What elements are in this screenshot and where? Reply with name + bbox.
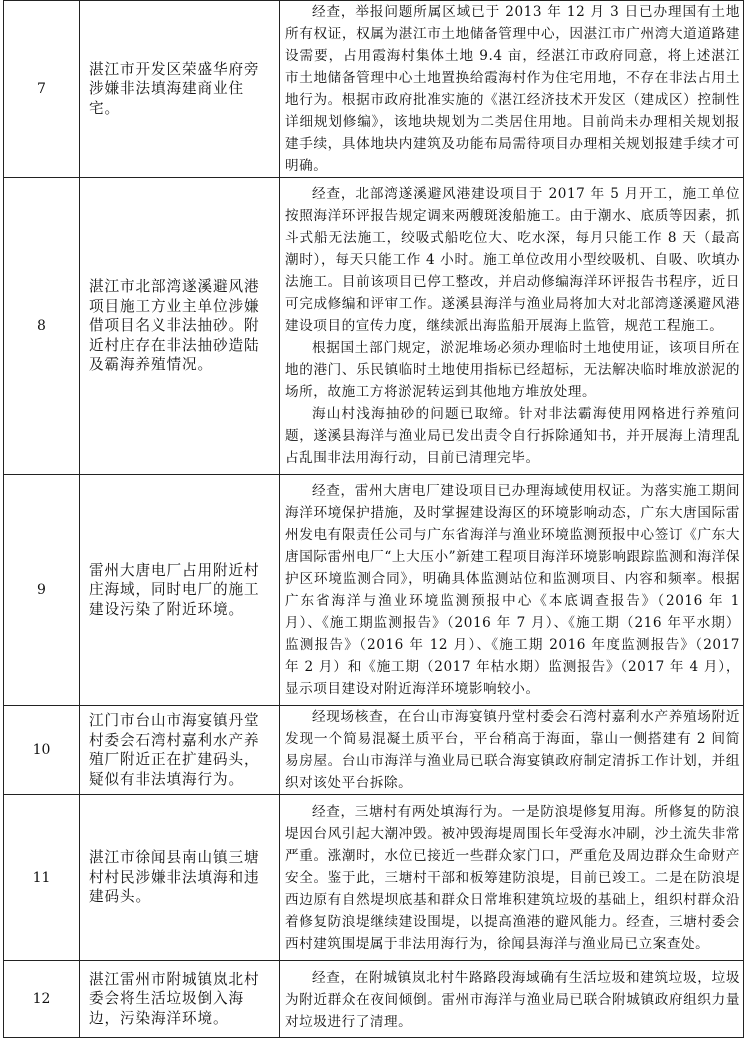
complaint-table [3, 0, 744, 1038]
row-number: 8 [4, 178, 80, 475]
table-row [4, 795, 744, 961]
investigation-result [280, 961, 744, 1038]
issue-description: 湛江雷州市附城镇岚北村委会将生活垃圾倒入海边，污染海洋环境。 [80, 961, 280, 1038]
row-number: 11 [4, 795, 80, 961]
row-number: 10 [4, 706, 80, 795]
result-paragraph: 经查，北部湾遂溪避风港建设项目于 2017 年 5 月开工，施工单位按照海洋环评报告规定调来两艘斑浚船施工。由于潮水、底质等因素，抓斗式船无法施工，绞吸式船吃位大、吃水深，每月只能工作 8 天（最高潮时），每天只能工作 4 小时。施工单位改用小型绞吸机、自吸、吹填办法施工。目前该项目已停工整改，并启动修编海洋环评报告书程序，近日可完成修编和评审工作。遂溪县海洋与渔业局将加大对北部湾遂溪避风港建设项目的宣传力度，继续派出海监船开展海上监管，规范工程施工。 [285, 186, 740, 334]
row-number: 12 [4, 961, 80, 1038]
table-row [4, 961, 744, 1038]
result-paragraph: 经查，雷州大唐电厂建设项目已办理海域使用权证。为落实施工期间海洋环境保护措施，及时掌握建设海区的环境影响动态，广东大唐国际雷州发电有限责任公司与广东省海洋与渔业环境监测预报中心签订《广东大唐国际雷州电厂“上大压小”新建工程项目海洋环境影响跟踪监测和海洋保护区环境监测合同》，明确具体监测站位和监测项目、内容和频率。根据广东省海洋与渔业环境监测预报中心《本底调查报告》（2016 年 1 月）、《施工期监测报告》（2016 年 7 月）、《施工期（216 年平水期）监测报告》（2016 年 12 月）、《施工期 2016 年度监测报告》（2017 年 2 月）和《施工期（2017 年枯水期）监测报告》（2017 年 4 月），显示项目建设对附近海洋环境影响较小。 [285, 483, 740, 697]
result-paragraph: 海山村浅海抽砂的问题已取缔。针对非法霸海使用网格进行养殖问题，遂溪县海洋与渔业局已发出责令自行拆除通知书，并开展海上清理乱占乱围非法用海行动，目前已清理完毕。 [285, 406, 740, 466]
issue-description: 江门市台山市海宴镇丹堂村委会石湾村嘉利水产养殖厂附近正在扩建码头，疑似有非法填海行为。 [80, 706, 280, 795]
issue-description: 湛江市北部湾遂溪避风港项目施工方业主单位涉嫌借项目名义非法抽砂。附近村庄存在非法抽砂造陆及霸海养殖情况。 [80, 178, 280, 475]
result-paragraph: 经查，举报问题所属区域已于 2013 年 12 月 3 日已办理国有土地所有权证，权属为湛江市土地储备管理中心，因湛江市广州湾大道道路建设需要，占用霞海村集体土地 9.4 亩，经湛江市政府同意，将上述湛江市土地储备管理中心土地置换给霞海村作为住宅用地，不存在非法占用土地行为。根据市政府批准实施的《湛江经济技术开发区（建成区）控制性详细规划修编》，该地块规划为二类居住用地。目前尚未办理相关规划报建手续，具体地块内建筑及功能布局需待项目办理相关规划报建手续才可明确。 [285, 4, 740, 174]
investigation-result [280, 178, 744, 475]
table-row [4, 1, 744, 178]
table-row [4, 475, 744, 706]
row-number: 9 [4, 475, 80, 706]
result-paragraph: 根据国土部门规定，淤泥堆场必须办理临时土地使用证，该项目所在地的港门、乐民镇临时土地使用指标已经超标，无法解决临时堆放淤泥的场所，故施工方将淤泥转运到其他地方堆放处理。 [285, 340, 740, 400]
investigation-result [280, 475, 744, 706]
row-number: 7 [4, 1, 80, 178]
investigation-result [280, 706, 744, 795]
issue-description: 雷州大唐电厂占用附近村庄海域，同时电厂的施工建设污染了附近环境。 [80, 475, 280, 706]
table-row [4, 178, 744, 475]
result-paragraph: 经查，在附城镇岚北村牛路路段海域确有生活垃圾和建筑垃圾，垃圾为附近群众在夜间倾倒。雷州市海洋与渔业局已联合附城镇政府组织力量对垃圾进行了清理。 [285, 970, 740, 1030]
investigation-result [280, 1, 744, 178]
table-row [4, 706, 744, 795]
result-paragraph: 经查，三塘村有两处填海行为。一是防浪堤修复用海。所修复的防浪堤因台风引起大潮冲毁。被冲毁海堤周围长年受海水冲刷，沙土流失非常严重。涨潮时，水位已接近一些群众家门口，严重危及周边群众生命财产安全。鉴于此，三塘村干部和板筹建防浪堤，目前已竣工。二是在防浪堤西边原有自然堤坝底基和群众日常堆积建筑垃圾的基础上，组织村群众沿着修复防浪堤继续建设围堤，以提高渔港的避风能力。经查，三塘村委会西村建筑围堤属于非法用海行为，徐闻县海洋与渔业局已立案查处。 [285, 803, 740, 952]
result-paragraph: 经现场核查，在台山市海宴镇丹堂村委会石湾村嘉利水产养殖场附近发现一个简易混凝土质平台，平台稍高于海面，靠山一侧搭建有 2 间简易房屋。台山市海洋与渔业局已联合海宴镇政府制定清拆工作计划，并组织对该处平台拆除。 [285, 709, 740, 791]
issue-description: 湛江市开发区荣盛华府旁涉嫌非法填海建商业住宅。 [80, 1, 280, 178]
issue-description: 湛江市徐闻县南山镇三塘村村民涉嫌非法填海和违建码头。 [80, 795, 280, 961]
investigation-result [280, 795, 744, 961]
